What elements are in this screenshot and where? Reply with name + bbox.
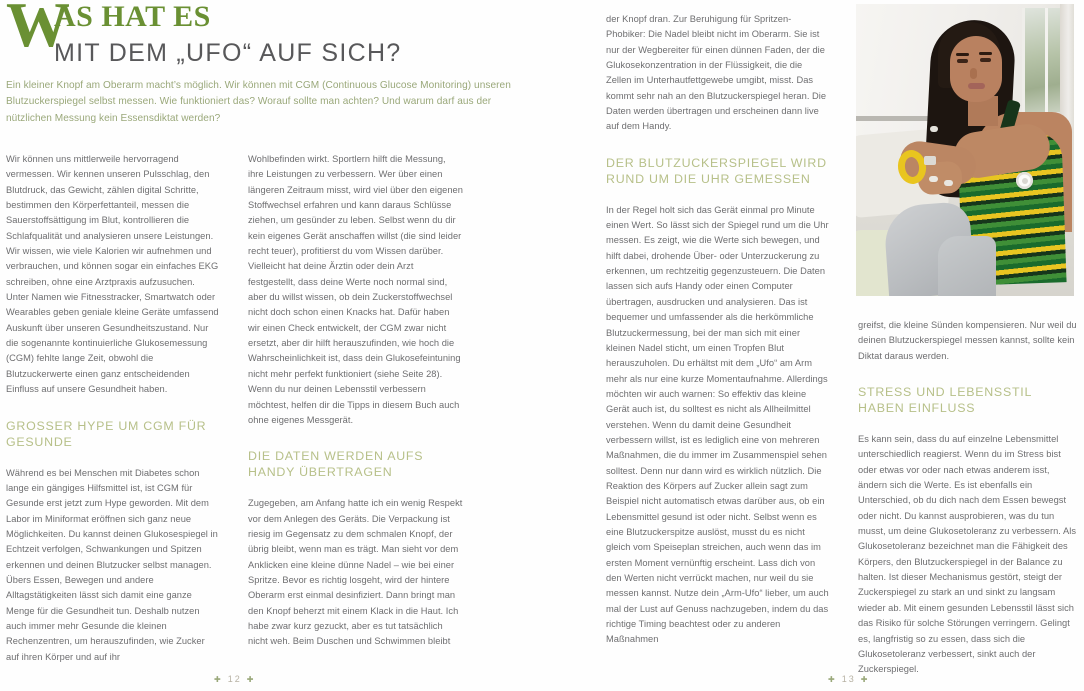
photo-leg-jeans (938, 236, 996, 296)
photo-ring-1 (929, 176, 938, 182)
body-paragraph: der Knopf dran. Zur Beruhigung für Spritzen-Phobiker: Die Nadel bleibt nicht im Oberarm. Sie ist nur der Wegbereiter für einen dünnen Faden, der die Glukosekonzentration in der Flüssigkeit, die die Zellen im Unterhautfettgewebe umgibt, misst. Das kommt sehr nah an den Blutzuckerspiegel heran. Die Daten werden übertragen und erscheinen dann live auf dem Handy. (606, 14, 827, 132)
photo-eyebrow-right (979, 52, 992, 55)
folio-ornament-left: ✚ (214, 674, 223, 684)
body-paragraph: Es kann sein, dass du auf einzelne Lebensmittel unterschiedlich reagierst. Wenn du im Stress bist oder etwas vor oder nach etwas anderem isst, ändern sich die Werte. Es ist ebenfalls ein Unterschied, ob du dich nach dem Essen bewegst oder nicht. Du kannst ausprobieren, was du tun musst, um deine Glukosetoleranz zu verbessern. Als Glukosetoleranz bezeichnet man die Fähigkeit des Körpers, den Blutzuckerspiegel in der Balance zu halten. Ist dieser Mechanismus gestört, steigt der Zuckerspiegel zu stark an und sinkt zu langsam wieder ab. Mit einem gesunden Lebensstil lässt sich das Risiko für solche Störungen verringern. Gelingt es, langfristig so zu essen, dass sich die Glukosetoleranz verbessert, sinkt auch der Zuckerspiegel. (858, 434, 1077, 675)
folio-ornament-right: ✚ (246, 674, 256, 684)
page-number-right: 13 (841, 674, 856, 684)
photo-window-frame (1045, 8, 1048, 114)
text-column-3 (606, 12, 830, 648)
body-paragraph: Während es bei Menschen mit Diabetes schon lange ein gängiges Hilfsmittel ist, ist CGM für Gesunde erst jetzt zum Hype geworden. Mit dem Labor im Miniformat eröffnen sich ganz neue Möglichkeiten. Du kannst deinen Glukosespiegel in Echtzeit verfolgen, Schwankungen und Spitzen erkennen und deinen Blutzucker selbst managen. Übers Essen, Bewegen und andere Alltagstätigkeiten lässt sich damit eine ganze Menge für die Gesundheit tun. Deshalb nutzen auch immer mehr Gesunde die kleinen Rechenzentren, um herauszufinden, wie Zucker auf ihren Körper und auf ihr (6, 467, 218, 662)
photo-eye-left (957, 59, 968, 63)
text-column-4 (858, 318, 1080, 678)
section-heading-stress-lebensstil: STRESS UND LEBENSSTIL HABEN EINFLUSS (858, 385, 1032, 416)
article-photo (856, 4, 1074, 296)
page-title-line-1-text: AS HAT ES (54, 0, 211, 33)
photo-wrist-band (924, 156, 936, 165)
drop-cap: W (6, 0, 71, 60)
body-paragraph: In der Regel holt sich das Gerät einmal pro Minute einen Wert. So lässt sich der Spiegel rund um die Uhr messen. Es zeigt, wie die Werte sich bewegen, und hilft dabei, drohende Über- oder Unterzuckerung zu erkennen, um rechtzeitig gegenzusteuern. Die Daten lassen sich aufs Handy oder einen Computer übertragen, ausdrucken und analysieren. Das ist bequemer und umfassender als die herkömmliche Blutzuckermessung, bei der man sich mit einer kleinen Nadel sticht, um einen Tropfen Blut herauszuholen. Du erhältst mit dem „Ufo“ am Arm mehr als nur eine kurze Momentaufnahme. Allerdings möchten wir auch warnen: So effektiv das kleine Gerät auch ist, du solltest es nicht als Allheilmittel verstehen. Wenn du damit deine Gesundheit verbessern willst, ist es lediglich eine von mehreren Maßnahmen, die du immer im Zusammenspiel sehen solltest. Denn nur dann wird es wirklich nützlich. Die Reaktion des Körpers auf Zucker allein sagt zum Beispiel nicht automatisch etwas darüber aus, ob ein Lebensmittel gesund ist oder nicht. Selbst wenn es eine Blutzuckerspitze auslöst, musst du es nicht gleich vom Speiseplan streichen, auch wenn das im ersten Moment vernünftig erscheint. Lass dich von den Werten nicht verrückt machen, nur weil du sie messen kannst. Nutze dein „Arm-Ufo“ lieber, um auch mal der Lust auf Genuss nachzugeben, indem du das richtige Timing beachtest oder zu anderen Maßnahmen (606, 204, 829, 645)
body-paragraph: Zugegeben, am Anfang hatte ich ein wenig Respekt vor dem Anlegen des Geräts. Die Verpackung ist riesig im Gegensatz zu dem schmalen Knopf, der übrig bleibt, wenn man es trägt. Man sieht vor dem Anklicken eine kleine dünne Nadel – wie bei einer Spritze. Bevor es richtig losgeht, wird der hintere Oberarm erst einmal desinfiziert. Dann bringt man den Knopf beherzt mit einem Klack in die Haut. Ich habe zwar kurz gezuckt, aber es tut tatsächlich nicht weh. Beim Duschen und Schwimmen bleibt (248, 498, 463, 647)
folio-ornament-right: ✚ (860, 674, 870, 684)
cgm-sensor-core (1022, 178, 1028, 184)
section-heading-grosser-hype: GROSSER HYPE UM CGM FÜR GESUNDE (6, 418, 207, 449)
photo-lips (968, 83, 985, 89)
page-title (6, 0, 566, 68)
photo-canvas (856, 4, 1074, 296)
section-heading-daten-handy: DIE DATEN WERDEN AUFS HANDY ÜBERTRAGEN (248, 449, 424, 480)
photo-ring-3 (930, 126, 938, 132)
photo-nose (970, 68, 977, 79)
section-heading-blutzuckerspiegel: DER BLUTZUCKERSPIEGEL WIRD RUND UM DIE UHR GEMESSEN (606, 155, 827, 186)
photo-ring-2 (944, 180, 953, 186)
photo-eyebrow-left (956, 53, 969, 56)
text-column-1 (6, 152, 220, 665)
body-paragraph: Wohlbefinden wirkt. Sportlern hilft die Messung, ihre Leistungen zu verbessern. Wer über einen längeren Zeitraum misst, wird viel über den eigenen Stoffwechsel erfahren und kann daraus Schlüsse ziehen, um gesünder zu leben. Selbst wenn du dir kein eigenes Gerät anschaffen willst (die sind leider recht teuer), profitierst du vom Wissen darüber. Vielleicht hat deine Ärztin oder dein Arzt festgestellt, dass deine Werte noch normal sind, aber du willst wissen, ob dein Zuckerstoffwechsel nicht doch schon einen Knacks hat. Dafür haben wir einen Check entwickelt, der CGM zwar nicht ersetzt, aber dir hilft herauszufinden, wie hoch die Wahrscheinlichkeit ist, dass dein Glukosefeintuning nicht mehr perfekt funktioniert (siehe Seite 28). Wenn du nur deinen Lebensstil verbessern möchtest, helfen dir die Tipps in diesem Buch auch ohne eigenes Messgerät. (248, 154, 463, 425)
page-number-left: 12 (227, 674, 242, 684)
folio-right-page (828, 674, 869, 684)
folio-ornament-left: ✚ (828, 674, 837, 684)
folio-left-page (214, 674, 255, 684)
lead-paragraph: Ein kleiner Knopf am Oberarm macht’s möglich. Wir können mit CGM (Continuous Glucose Monitoring) unseren Blutzuckerspiegel selbst messen. Wie funktioniert das? Worauf sollte man achten? Und warum darf aus der nützlichen Messung kein Essensdiktat werden? (6, 80, 511, 124)
text-column-2 (248, 152, 463, 650)
page-title-line-2: MIT DEM „UFO“ AUF SICH? (54, 39, 402, 67)
body-paragraph: greifst, die kleine Sünden kompensieren. Nur weil du deinen Blutzuckerspiegel messen kannst, sollte kein Diktat daraus werden. (858, 320, 1077, 361)
photo-eye-right (980, 58, 991, 62)
body-paragraph: Wir können uns mittlerweile hervorragend vermessen. Wir kennen unseren Pulsschlag, den Blutdruck, das Gewicht, zählen digital Schritte, bestimmen den Körperfettanteil, messen die Sauerstoffsättigung im Blut, kontrollieren die Schlafqualität und analysieren unsere Leistungen. Wir wissen, wie viele Kalorien wir aufnehmen und verbrauchen, und können sogar ein einfaches EKG schreiben, ohne eine Arztpraxis aufzusuchen. Unter Namen wie Fitnesstracker, Smartwatch oder Wearables geben geniale kleine Geräte umfassend Auskunft über unseren Gesundheitszustand. Nur die sogenannte kontinuierliche Glukosemessung (CGM) fehlte lange Zeit, obwohl die Blutzuckerwerte einen ganz entscheidenden Einfluss auf unsere Gesundheit haben. (6, 154, 219, 395)
